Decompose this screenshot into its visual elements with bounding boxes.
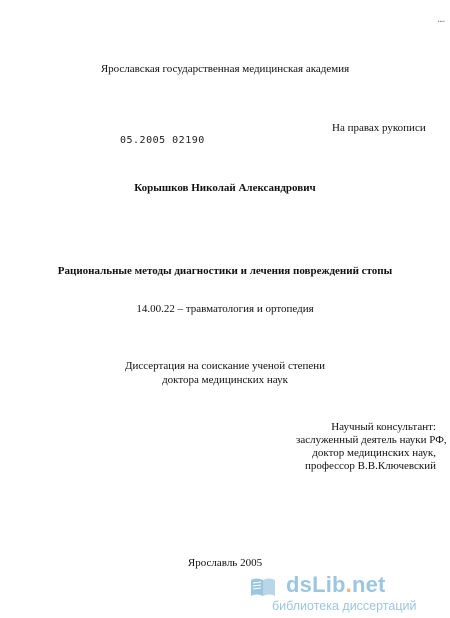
corner-scan-mark: ⁞ <box>435 20 445 23</box>
institution-name: Ярославская государственная медицинская академия <box>100 63 350 75</box>
place-year: Ярославль 2005 <box>187 557 263 569</box>
author-name: Корышков Николай Александрович <box>134 182 316 194</box>
archive-stamp: 05.2005 02190 <box>120 135 205 146</box>
consultant-block <box>296 421 447 473</box>
degree-line-2: доктора медицинских наук <box>162 374 288 386</box>
dslib-watermark <box>248 570 444 616</box>
rights-note: На правах рукописи <box>332 122 426 134</box>
consultant-line-1: заслуженный деятель науки РФ, <box>296 434 447 446</box>
specialty-code: 14.00.22 – травматология и ортопедия <box>136 303 314 315</box>
open-book-icon <box>250 576 276 598</box>
degree-line-1: Диссертация на соискание ученой степени <box>124 360 326 372</box>
dissertation-title: Рациональные методы диагностики и лечения повреждений стопы <box>57 265 393 277</box>
consultant-line-3: профессор В.В.Ключевский <box>304 460 436 472</box>
watermark-brand: dsLib.net <box>286 572 386 597</box>
consultant-label: Научный консультант: <box>331 421 436 433</box>
watermark-subtitle: библиотека диссертаций <box>272 599 417 613</box>
consultant-line-2: доктор медицинских наук, <box>312 447 436 459</box>
